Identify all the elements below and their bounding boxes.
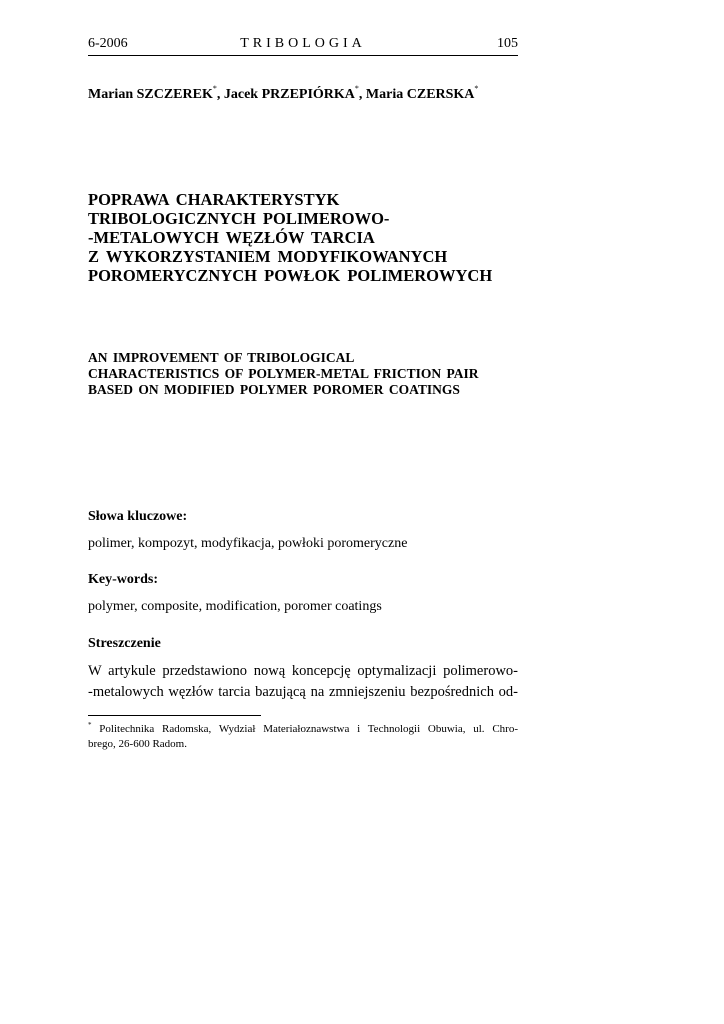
author-affiliation-mark: * [474,84,479,93]
author-affiliation-mark: * [212,84,217,93]
journal-name: TRIBOLOGIA [240,36,366,51]
author-name: Marian SZCZEREK [88,87,213,102]
title-line: POPRAWA CHARAKTERYSTYK [88,190,340,209]
author-list: Marian SZCZEREK*, Jacek PRZEPIÓRKA*, Maria CZERSKA* [88,84,479,102]
title-english [88,350,528,398]
issue-number: 6-2006 [88,36,128,51]
author-name: Jacek PRZEPIÓRKA [223,87,355,102]
title-line: -METALOWYCH WĘZŁÓW TARCIA [88,228,375,247]
title-line: BASED ON MODIFIED POLYMER POROMER COATINGS [88,382,460,397]
footnote-line: brego, 26-600 Radom. [88,738,187,750]
page-number: 105 [497,36,518,51]
title-line: CHARACTERISTICS OF POLYMER-METAL FRICTION PAIR [88,366,479,381]
author-affiliation-mark: * [354,84,359,93]
keywords-pl-text: polimer, kompozyt, modyfikacja, powłoki poromeryczne [88,536,408,551]
footnote-text: Politechnika Radomska, Wydział Materiałoznawstwa i Technologii Obuwia, ul. Chro- [99,723,518,735]
abstract-line: W artykule przedstawiono nową koncepcję optymalizacji polimerowo- [88,663,518,679]
title-line: POROMERYCZNYCH POWŁOK POLIMEROWYCH [88,266,493,285]
keywords-en-text: polymer, composite, modification, poromer coatings [88,599,382,614]
title-line: TRIBOLOGICZNYCH POLIMEROWO- [88,209,390,228]
paper-page [88,0,518,1024]
keywords-en-heading: Key-words: [88,572,158,587]
affiliation-footnote [88,722,518,752]
title-polish [88,190,528,285]
keywords-pl-heading: Słowa kluczowe: [88,509,188,524]
author-name: Maria CZERSKA [365,87,475,102]
running-head [88,36,518,56]
footnote-rule [88,715,261,716]
title-line: AN IMPROVEMENT OF TRIBOLOGICAL [88,350,355,365]
abstract-body [88,661,518,703]
abstract-line: -metalowych węzłów tarcia bazującą na zmniejszeniu bezpośrednich od- [88,684,518,700]
footnote-mark: * [88,721,92,729]
title-line: Z WYKORZYSTANIEM MODYFIKOWANYCH [88,247,448,266]
abstract-heading: Streszczenie [88,636,161,651]
footnote-line [88,722,518,737]
header-rule [88,55,518,56]
